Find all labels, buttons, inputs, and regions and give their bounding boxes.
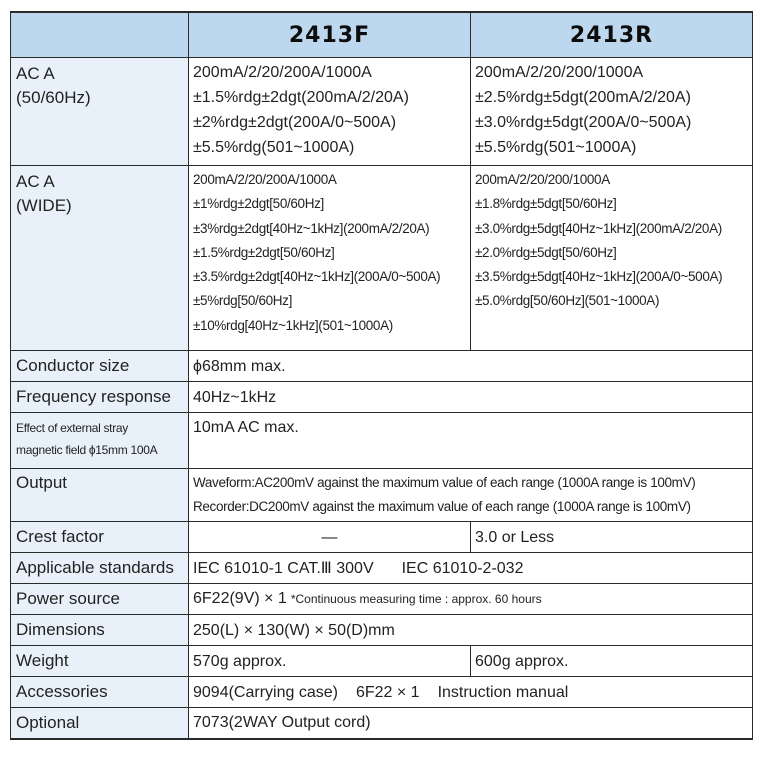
value-ac-a-50-60hz-2413f: 200mA/2/20/200A/1000A ±1.5%rdg±2dgt(200mA/2/20A) ±2%rdg±2dgt(200A/0~500A) ±5.5%rdg(501~1000A)	[189, 58, 471, 166]
row-ac-a-wide	[11, 166, 753, 351]
value-dimensions: 250(L) × 130(W) × 50(D)mm	[189, 615, 753, 646]
model-2413f-heading: 2413F	[189, 12, 471, 58]
row-frequency-response	[11, 382, 753, 413]
row-power-source	[11, 584, 753, 615]
value-weight-2413f: 570g approx.	[189, 646, 471, 677]
header-blank-cell	[11, 12, 189, 58]
value-ac-a-wide-2413f: 200mA/2/20/200A/1000A ±1%rdg±2dgt[50/60Hz] ±3%rdg±2dgt[40Hz~1kHz](200mA/2/20A) ±1.5%rdg±2dgt[50/60Hz] ±3.5%rdg±2dgt[40Hz~1kHz](200A/0~500A) ±5%rdg[50/60Hz] ±10%rdg[40Hz~1kHz](501~1000A)	[189, 166, 471, 351]
accessory-carrying-case: 9094(Carrying case)	[193, 683, 338, 701]
value-power-source	[189, 584, 753, 615]
standard-iec-61010-2-032: IEC 61010-2-032	[401, 559, 524, 577]
value-applicable-standards	[189, 553, 753, 584]
spec-table	[10, 11, 753, 740]
label-conductor-size: Conductor size	[11, 351, 189, 382]
power-source-note: *Continuous measuring time : approx. 60 hours	[290, 592, 542, 606]
value-frequency-response: 40Hz~1kHz	[189, 382, 753, 413]
row-output	[11, 469, 753, 522]
label-frequency-response: Frequency response	[11, 382, 189, 413]
label-dimensions: Dimensions	[11, 615, 189, 646]
value-conductor-size: ϕ68mm max.	[189, 351, 753, 382]
value-output: Waveform:AC200mV against the maximum value of each range (1000A range is 100mV) Recorder:DC200mV against the maximum value of each range (1000A range is 100mV)	[189, 469, 753, 522]
row-weight	[11, 646, 753, 677]
row-accessories	[11, 677, 753, 708]
standard-iec-61010-1: IEC 61010-1 CAT.Ⅲ 300V	[193, 559, 374, 577]
value-external-stray-field: 10mA AC max.	[189, 413, 753, 469]
value-accessories	[189, 677, 753, 708]
value-crest-factor-2413r: 3.0 or Less	[471, 522, 753, 553]
value-weight-2413r: 600g approx.	[471, 646, 753, 677]
label-weight: Weight	[11, 646, 189, 677]
label-accessories: Accessories	[11, 677, 189, 708]
label-power-source: Power source	[11, 584, 189, 615]
row-external-stray-field	[11, 413, 753, 469]
row-optional	[11, 708, 753, 739]
label-optional: Optional	[11, 708, 189, 739]
row-dimensions	[11, 615, 753, 646]
model-2413r-heading: 2413R	[471, 12, 753, 58]
value-ac-a-wide-2413r: 200mA/2/20/200/1000A ±1.8%rdg±5dgt[50/60Hz] ±3.0%rdg±5dgt[40Hz~1kHz](200mA/2/20A) ±2.0%rdg±5dgt[50/60Hz] ±3.5%rdg±5dgt[40Hz~1kHz](200A/0~500A) ±5.0%rdg[50/60Hz](501~1000A)	[471, 166, 753, 351]
label-output: Output	[11, 469, 189, 522]
row-conductor-size	[11, 351, 753, 382]
value-optional: 7073(2WAY Output cord)	[189, 708, 753, 739]
label-ac-a-wide: AC A (WIDE)	[11, 166, 189, 351]
row-applicable-standards	[11, 553, 753, 584]
value-crest-factor-2413f: —	[189, 522, 471, 553]
power-source-battery: 6F22(9V) × 1	[193, 590, 287, 607]
label-applicable-standards: Applicable standards	[11, 553, 189, 584]
label-ac-a-50-60hz: AC A (50/60Hz)	[11, 58, 189, 166]
row-crest-factor	[11, 522, 753, 553]
row-ac-a-50-60hz	[11, 58, 753, 166]
value-ac-a-50-60hz-2413r: 200mA/2/20/200/1000A ±2.5%rdg±5dgt(200mA/2/20A) ±3.0%rdg±5dgt(200A/0~500A) ±5.5%rdg(501~1000A)	[471, 58, 753, 166]
header-row	[11, 12, 753, 58]
accessory-battery: 6F22 × 1	[355, 683, 420, 701]
accessory-instruction-manual: Instruction manual	[437, 683, 569, 701]
label-external-stray-field: Effect of external stray magnetic field ϕ15mm 100A	[11, 413, 189, 469]
label-crest-factor: Crest factor	[11, 522, 189, 553]
